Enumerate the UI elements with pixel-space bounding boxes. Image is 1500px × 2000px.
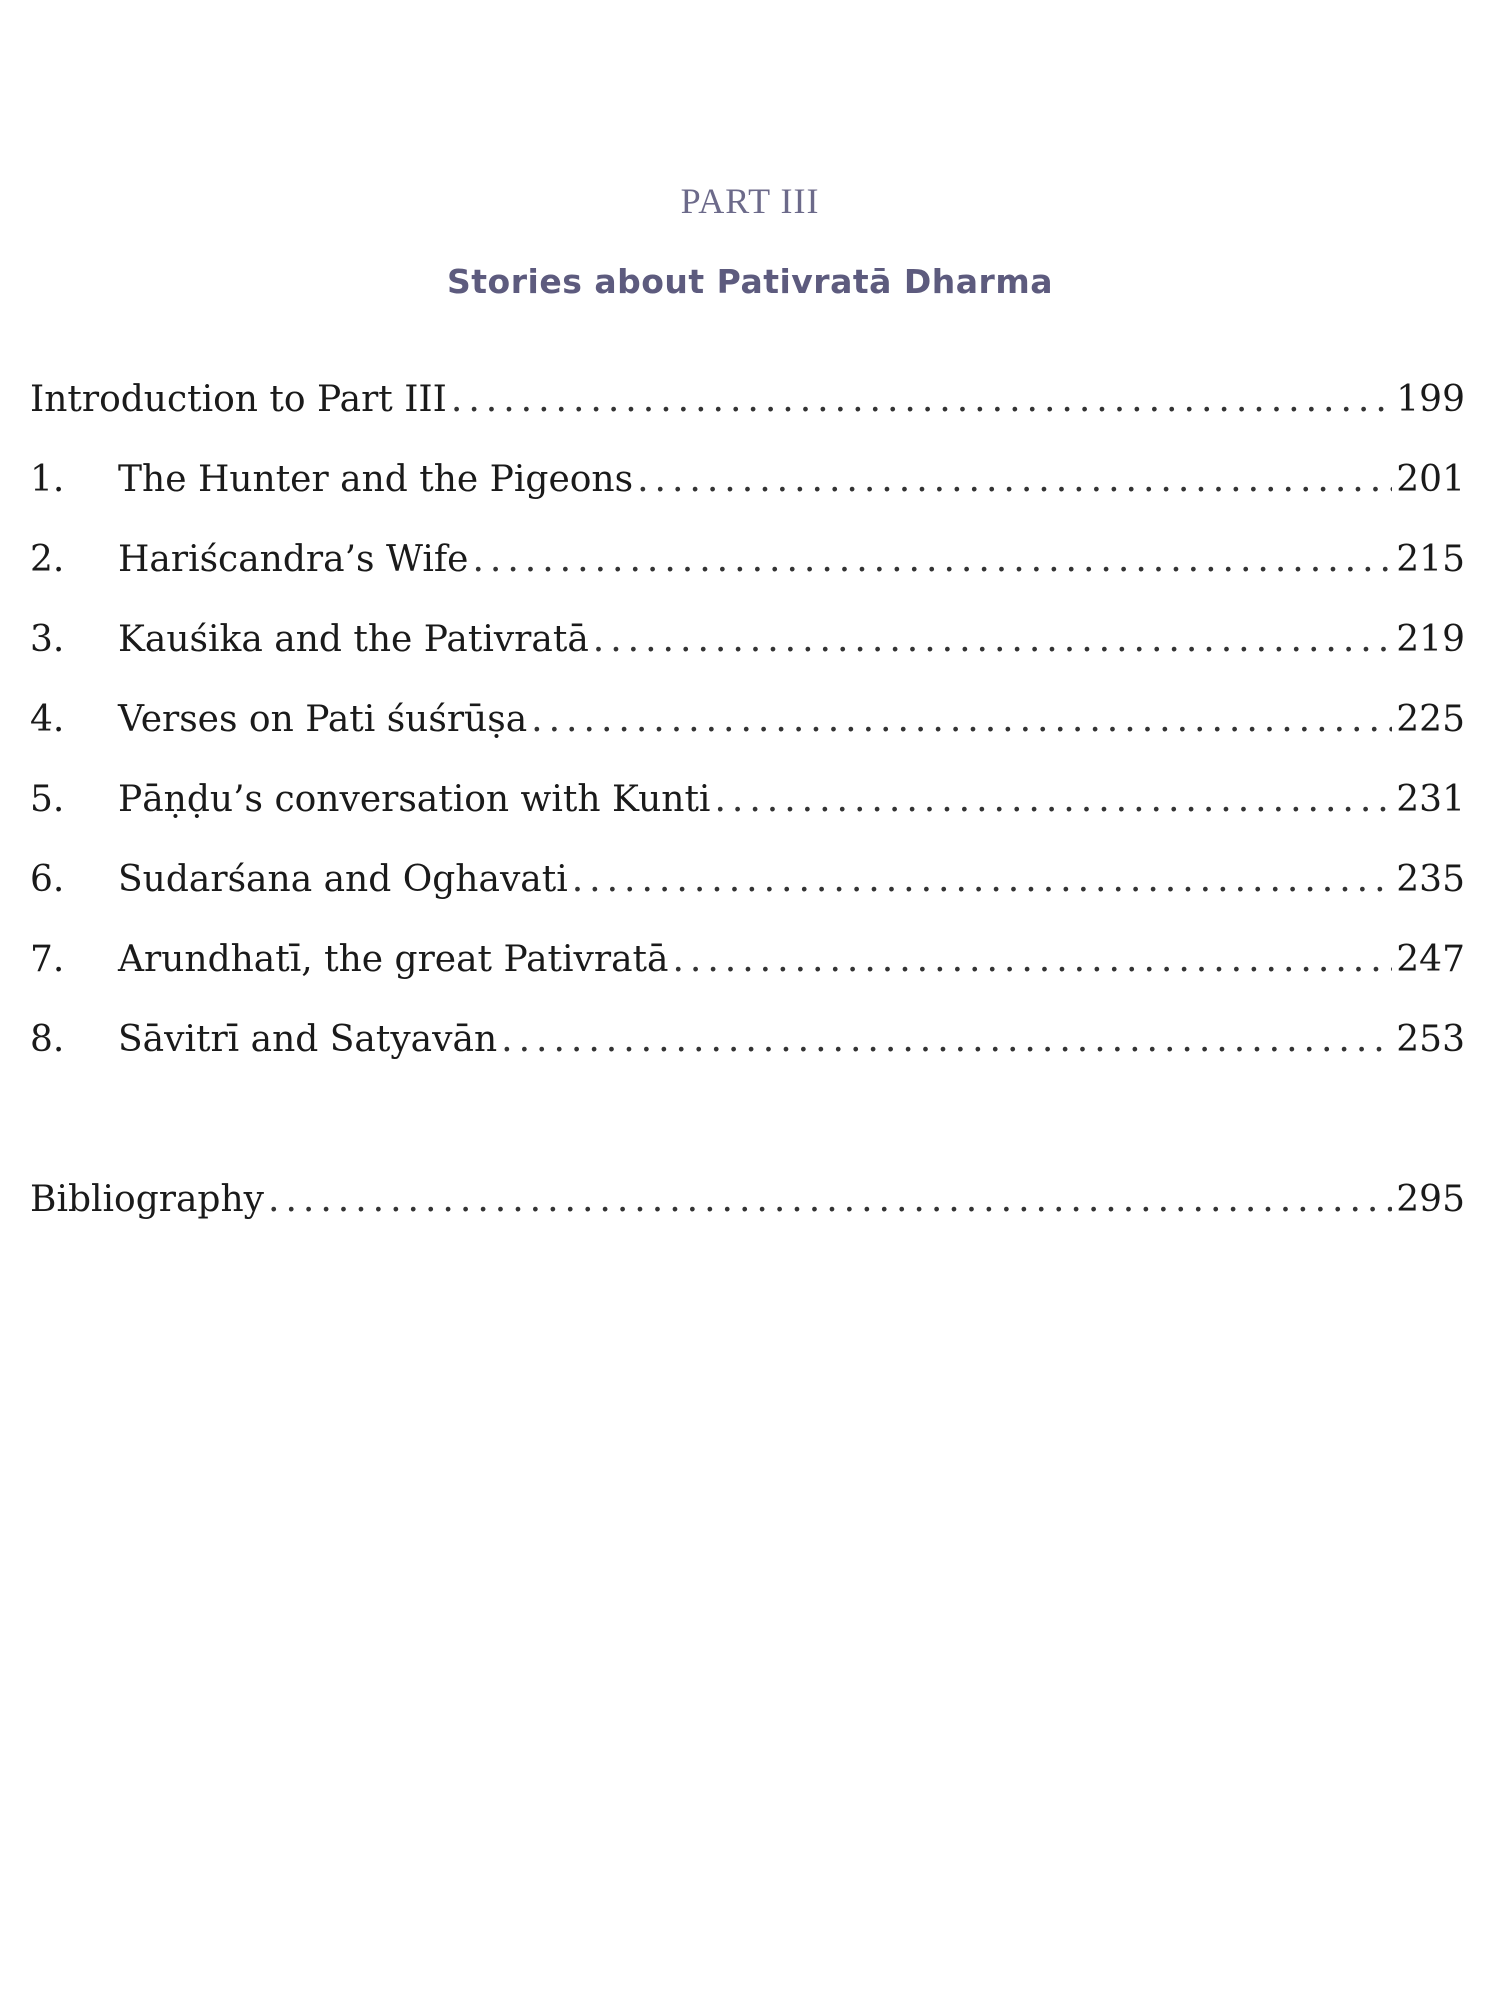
toc-entry-title: The Hunter and the Pigeons [118,459,634,500]
toc-row-chapter-2 [30,520,1465,600]
toc-entry-number: 3. [30,619,65,660]
dot-leader [268,1160,1392,1240]
toc-entry-title: Pāṇḍu’s conversation with Kunti [118,779,711,820]
dot-leader [593,600,1393,680]
dot-leader [637,440,1392,520]
toc-page-number: 247 [1396,939,1465,980]
toc-page-number: 225 [1396,699,1465,740]
dot-leader [472,520,1392,600]
toc-entry-number: 7. [30,939,65,980]
dot-leader [501,1000,1392,1080]
toc-entry-title: Arundhatī, the great Pativratā [118,939,669,980]
toc-page-number: 253 [1396,1019,1465,1060]
dot-leader [572,840,1393,920]
dot-leader [531,680,1392,760]
toc-row-chapter-7 [30,920,1465,1000]
toc-page-number: 199 [1396,379,1465,420]
toc-row-introduction [30,360,1465,440]
toc-entry-number: 6. [30,859,65,900]
toc-row-bibliography [30,1160,1465,1240]
toc-entry-title: Introduction to Part III [30,379,447,420]
toc-entry-title: Sudarśana and Oghavati [118,859,568,900]
toc-row-chapter-8 [30,1000,1465,1080]
toc-page-number: 295 [1396,1179,1465,1220]
toc-entry-number: 4. [30,699,65,740]
toc-entry-number: 1. [30,459,65,500]
part-subtitle: Stories about Pativratā Dharma [447,262,1053,301]
toc-row-chapter-5 [30,760,1465,840]
toc-entry-title: Verses on Pati śuśrūṣa [118,699,528,740]
toc-page-number: 235 [1396,859,1465,900]
toc-entry-number: 5. [30,779,65,820]
toc-row-chapter-4 [30,680,1465,760]
toc-entry-title: Hariścandra’s Wife [118,539,469,580]
dot-leader [451,360,1392,440]
dot-leader [714,760,1392,840]
toc-row-chapter-1 [30,440,1465,520]
toc-page-number: 201 [1396,459,1465,500]
toc-page-number: 215 [1396,539,1465,580]
toc-entry-title: Sāvitrī and Satyavān [118,1019,498,1060]
toc-entry-number: 2. [30,539,65,580]
toc-row-chapter-3 [30,600,1465,680]
dot-leader [672,920,1392,1000]
toc-page-number: 231 [1396,779,1465,820]
table-of-contents [30,360,1465,1240]
toc-entry-title: Bibliography [30,1179,264,1220]
toc-entry-title: Kauśika and the Pativratā [118,619,589,660]
toc-row-chapter-6 [30,840,1465,920]
toc-page-number: 219 [1396,619,1465,660]
toc-entry-number: 8. [30,1019,65,1060]
part-heading: PART III [680,181,820,221]
